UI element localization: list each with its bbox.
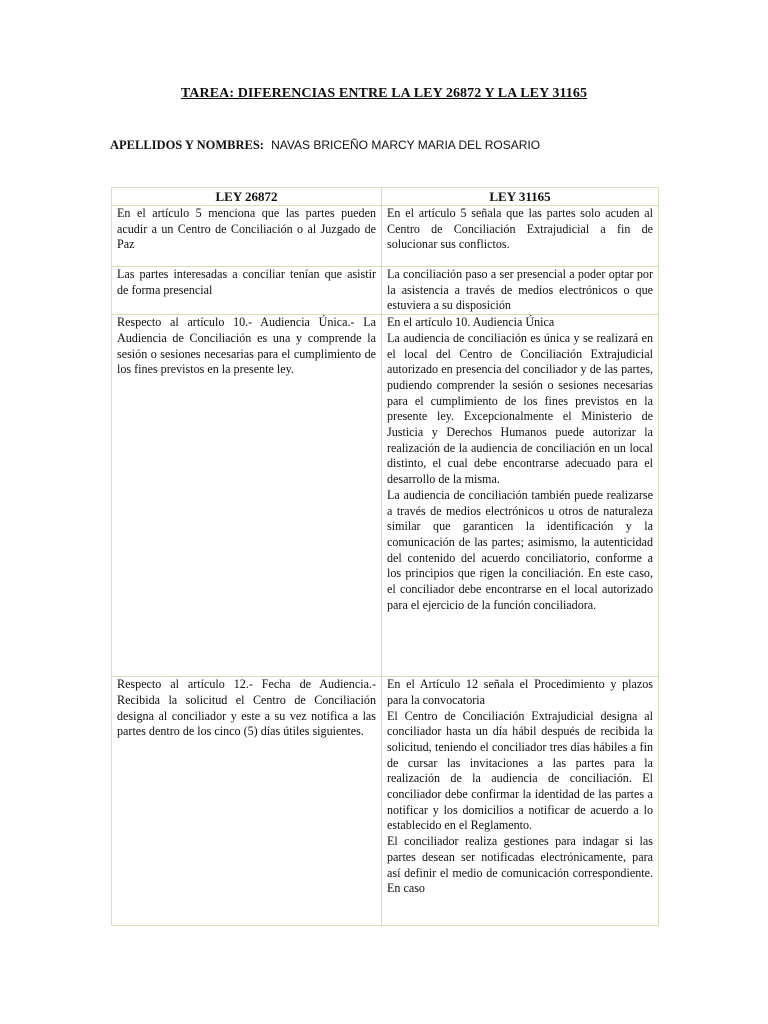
cell-ley-31165 (382, 206, 659, 267)
cell-paragraph: La conciliación paso a ser presencial a poder optar por la asistencia a través de medios electrónicos o que estuviera a su disposición (387, 267, 653, 313)
cell-ley-31165 (382, 315, 659, 677)
author-line (110, 138, 540, 153)
cell-paragraph: La audiencia de conciliación también puede realizarse a través de medios electrónicos u otros de naturaleza similar que garanticen la identificación y la comunicación de las partes; asimismo, la autenticidad del contenido del acuerdo conciliatorio, conforme a los principios que rigen la conciliación. En este caso, el conciliador debe encontrarse en el local autorizado para el ejercicio de la función conciliadora. (387, 487, 653, 612)
author-label: APELLIDOS Y NOMBRES: (110, 138, 264, 152)
cell-ley-26872 (112, 315, 382, 677)
table-row (112, 206, 659, 267)
cell-paragraph: Las partes interesadas a conciliar tenían que asistir de forma presencial (117, 267, 376, 297)
cell-paragraph: Respecto al artículo 10.- Audiencia Única.- La Audiencia de Conciliación es una y comprende la sesión o sesiones necesarias para el cumplimiento de los fines previstos en la presente ley. (117, 315, 376, 377)
cell-paragraph: Respecto al artículo 12.- Fecha de Audiencia.- Recibida la solicitud el Centro de Conciliación designa al conciliador y este a su vez notifica a las partes dentro de los cinco (5) días útiles siguientes. (117, 677, 376, 739)
table-header-row (112, 188, 659, 206)
comparison-table (111, 187, 659, 926)
cell-paragraph: En el artículo 10. Audiencia Única (387, 315, 555, 330)
table-row (112, 267, 659, 315)
cell-ley-26872 (112, 267, 382, 315)
cell-paragraph: El conciliador realiza gestiones para indagar si las partes desean ser notificadas electrónicamente, para así definir el medio de comunicación correspondiente. En caso (387, 834, 653, 896)
cell-ley-26872 (112, 677, 382, 926)
header-ley-26872: LEY 26872 (112, 188, 382, 206)
header-ley-31165: LEY 31165 (382, 188, 659, 206)
cell-paragraph: En el artículo 5 señala que las partes solo acuden al Centro de Conciliación Extrajudicial a fin de solucionar sus conflictos. (387, 206, 653, 252)
cell-paragraph: En el artículo 5 menciona que las partes pueden acudir a un Centro de Conciliación o al Juzgado de Paz (117, 206, 376, 252)
author-name: NAVAS BRICEÑO MARCY MARIA DEL ROSARIO (271, 138, 541, 152)
table-row (112, 315, 659, 677)
cell-paragraph: La audiencia de conciliación es única y se realizará en el local del Centro de Conciliación Extrajudicial autorizado en presencia del conciliador y de las partes, pudiendo comprender la sesión o sesiones necesarias para el cumplimiento de los fines previstos en la presente ley. Excepcionalmente el Ministerio de Justicia y Derechos Humanos puede autorizar la realización de la audiencia de conciliación en un local distinto, el cual debe encontrarse adecuado para el desarrollo de la misma. (387, 330, 653, 487)
cell-paragraph: El Centro de Conciliación Extrajudicial designa al conciliador hasta un día hábil después de recibida la solicitud, teniendo el conciliador tres días hábiles a fin de cursar las invitaciones a las partes para la realización de la audiencia de conciliación. El conciliador debe confirmar la identidad de las partes a notificar y los domicilios a notificar de acuerdo a lo establecido en el Reglamento. (387, 708, 653, 833)
cell-ley-31165 (382, 677, 659, 926)
cell-ley-26872 (112, 206, 382, 267)
cell-paragraph: En el Artículo 12 señala el Procedimiento y plazos para la convocatoria (387, 677, 653, 707)
table-row (112, 677, 659, 926)
cell-ley-31165 (382, 267, 659, 315)
document-title: TAREA: DIFERENCIAS ENTRE LA LEY 26872 Y LA LEY 31165 (180, 86, 588, 101)
